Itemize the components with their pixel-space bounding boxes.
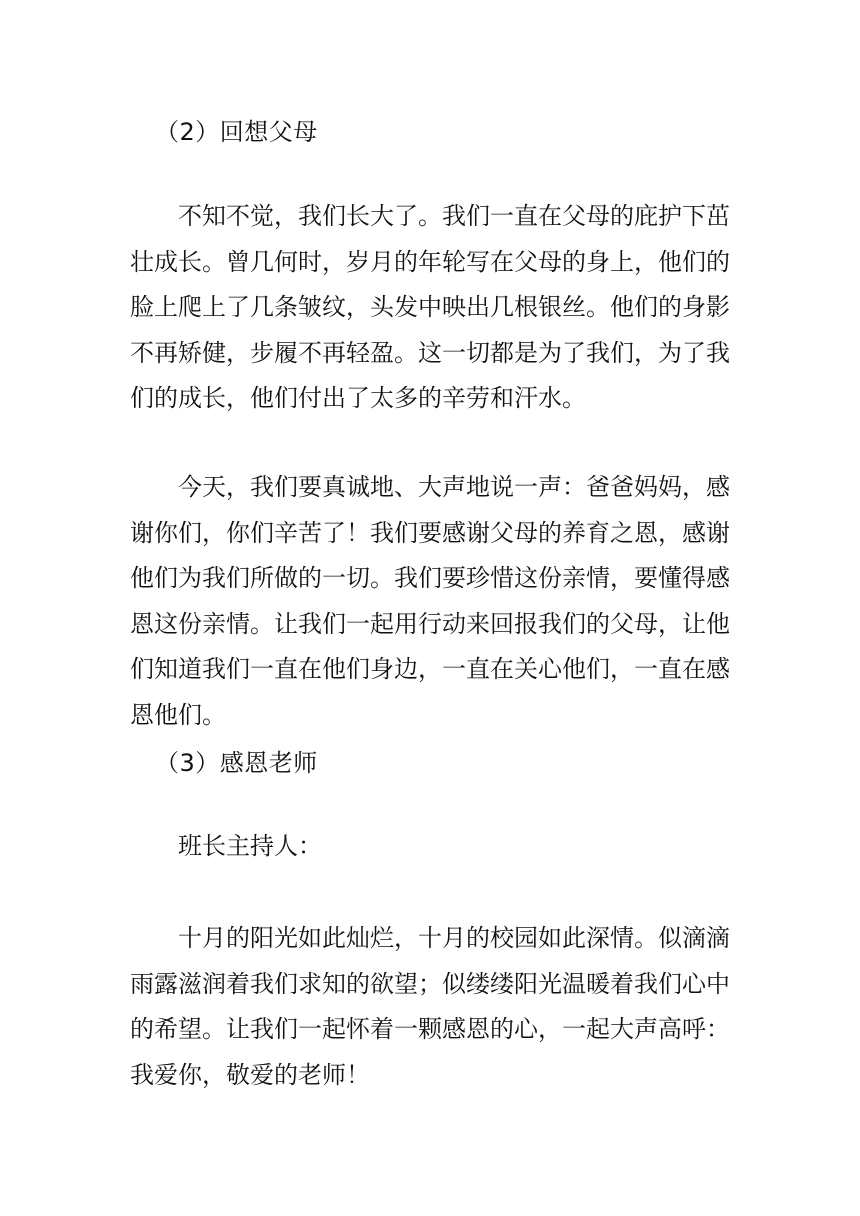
paragraph-text: 今天，我们要真诚地、大声地说一声：爸爸妈妈，感谢你们，你们辛苦了！我们要感谢父母的养育之恩，感谢他们为我们所做的一切。我们要珍惜这份亲情，要懂得感恩这份亲情。让我们一起用行动来回报我们的父母，让他们知道我们一直在他们身边，一直在关心他们，一直在感恩他们。 (130, 473, 730, 729)
section-heading-recall-parents: （2）回想父母 (155, 118, 318, 146)
paragraph-october-sunshine (130, 916, 730, 1098)
paragraph-text: 班长主持人： (178, 832, 322, 860)
paragraph-growing-up (130, 194, 730, 422)
paragraph-text: 不知不觉，我们长大了。我们一直在父母的庇护下茁壮成长。曾几何时，岁月的年轮写在父母的身上，他们的脸上爬上了几条皱纹，头发中映出几根银丝。他们的身影不再矫健，步履不再轻盈。这一切都是为了我们，为了我们的成长，他们付出了太多的辛劳和汗水。 (130, 202, 730, 412)
section-heading-thank-teachers: （3）感恩老师 (155, 749, 318, 777)
paragraph-text: 十月的阳光如此灿烂，十月的校园如此深情。似滴滴雨露滋润着我们求知的欲望；似缕缕阳光温暖着我们心中的希望。让我们一起怀着一颗感恩的心，一起大声高呼：我爱你，敬爱的老师！ (130, 924, 730, 1089)
paragraph-thank-parents (130, 465, 730, 738)
paragraph-monitor-host (130, 824, 730, 870)
